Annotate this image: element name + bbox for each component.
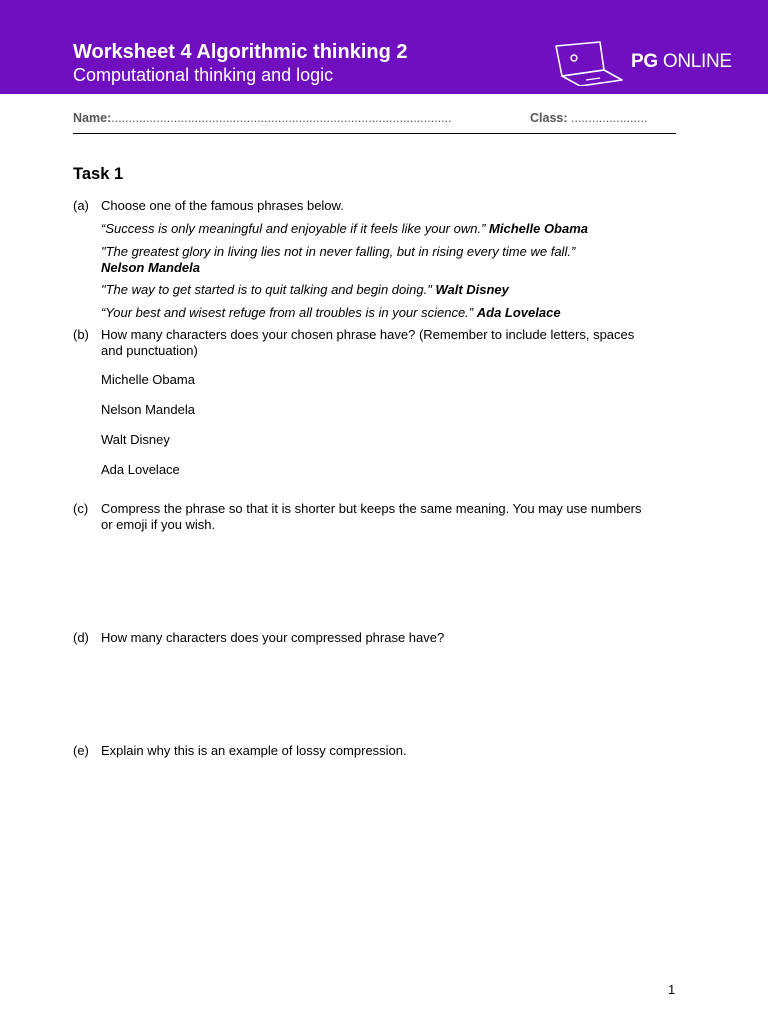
quote-author: Walt Disney <box>435 282 509 297</box>
quote-nelson-mandela <box>101 244 661 276</box>
header-banner <box>0 0 768 94</box>
quote-text: "The greatest glory in living lies not in never falling, but in rising every time we fall.” <box>101 244 576 259</box>
quote-ada-lovelace <box>101 305 661 321</box>
question-b-text: How many characters does your chosen phrase have? (Remember to include letters, spaces and punctuation) <box>101 327 635 358</box>
task-title: Task 1 <box>73 165 124 183</box>
question-d <box>73 630 673 646</box>
question-e-text: Explain why this is an example of lossy compression. <box>101 743 407 758</box>
answer-name-michelle-obama: Michelle Obama <box>101 372 195 387</box>
quote-text: “Success is only meaningful and enjoyable if it feels like your own.” <box>101 221 490 236</box>
answer-name-walt-disney: Walt Disney <box>101 432 170 447</box>
question-c <box>73 501 673 533</box>
answer-name-nelson-mandela: Nelson Mandela <box>101 402 195 417</box>
name-label: Name: <box>73 111 112 125</box>
name-dots: .................................................................................................. <box>111 111 452 125</box>
class-label: Class: <box>530 111 568 125</box>
name-class-row <box>73 111 676 127</box>
class-dots: ...................... <box>567 111 648 125</box>
question-d-letter: (d) <box>73 630 89 645</box>
question-a-letter: (a) <box>73 198 89 213</box>
quote-walt-disney <box>101 282 661 298</box>
question-b <box>73 327 673 359</box>
logo-text <box>631 51 732 73</box>
question-c-text: Compress the phrase so that it is shorter but keeps the same meaning. You may use numbers or emoji if you wish. <box>101 501 642 532</box>
question-e <box>73 743 673 759</box>
quote-author: Michelle Obama <box>489 221 589 236</box>
page-number: 1 <box>668 982 676 997</box>
quote-author: Ada Lovelace <box>476 305 561 320</box>
question-e-letter: (e) <box>73 743 89 758</box>
question-b-letter: (b) <box>73 327 89 342</box>
question-d-text: How many characters does your compressed phrase have? <box>101 630 445 645</box>
quote-author: Nelson Mandela <box>101 260 200 275</box>
question-c-letter: (c) <box>73 501 89 516</box>
pg-online-logo <box>552 40 742 86</box>
class-field[interactable] <box>530 111 647 125</box>
name-field[interactable] <box>73 111 452 125</box>
quote-michelle-obama <box>101 221 661 237</box>
question-a-text: Choose one of the famous phrases below. <box>101 198 344 213</box>
logo-text-rest: ONLINE <box>657 51 732 72</box>
quote-text: "The way to get started is to quit talking and begin doing." <box>101 282 436 297</box>
answer-name-ada-lovelace: Ada Lovelace <box>101 462 180 477</box>
logo-text-bold: PG <box>631 51 658 72</box>
header-divider <box>73 133 676 134</box>
question-a <box>73 198 673 214</box>
laptop-icon <box>552 40 624 86</box>
quote-text: “Your best and wisest refuge from all troubles is in your science.” <box>101 305 477 320</box>
worksheet-subtitle: Computational thinking and logic <box>73 65 334 85</box>
worksheet-title: Worksheet 4 Algorithmic thinking 2 <box>73 41 408 63</box>
